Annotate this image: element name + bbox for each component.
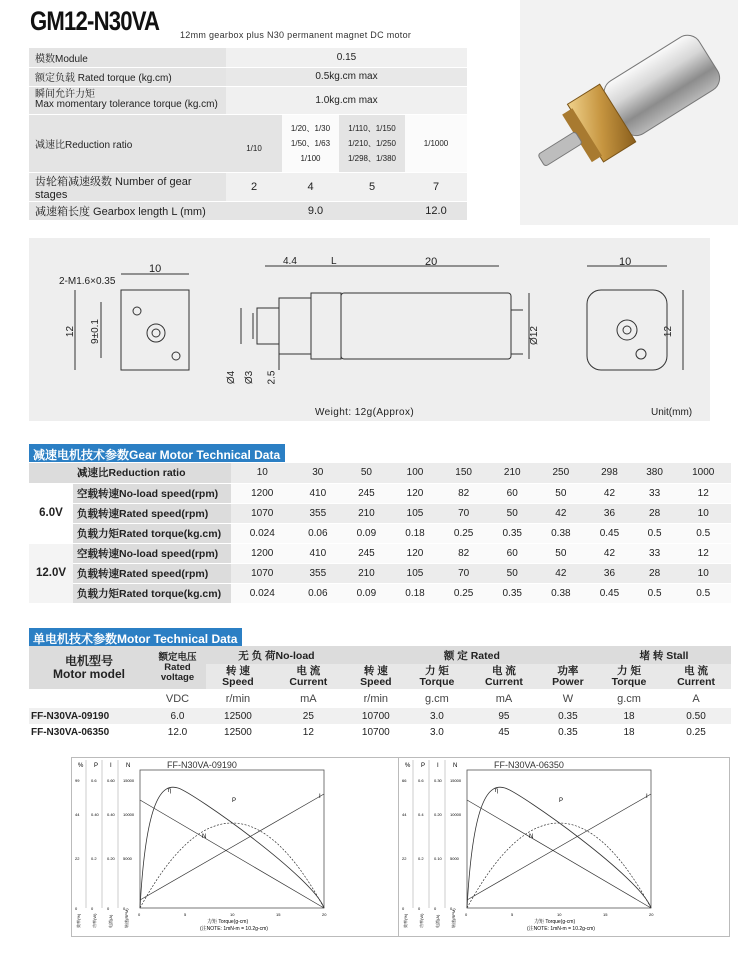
gear-row-label: 空载转速No-load speed(rpm)	[73, 483, 231, 503]
dim-note: 2-M1.6×0.35	[59, 276, 116, 287]
gear-value-cell: 60	[488, 483, 537, 503]
ratio-label: 减速比Reduction ratio	[29, 114, 226, 172]
motor-subheader: 电 流 Current	[469, 664, 539, 689]
stages-label: 齿轮箱减速级数 Number of gear stages	[29, 172, 226, 201]
unit-cell: r/min	[206, 689, 270, 708]
chart-y-tick: 0	[450, 906, 453, 911]
module-value: 0.15	[226, 48, 467, 67]
gear-value-cell: 120	[391, 483, 440, 503]
motor-value-cell: 12.0	[149, 724, 206, 740]
chart-y-tick: 0.20	[434, 812, 442, 817]
ratio-cell: 298	[585, 463, 634, 483]
chart-y-tick: 5000	[123, 856, 132, 861]
gear-value-cell: 355	[294, 563, 343, 583]
motor-subheader: 转 速 Speed	[347, 664, 405, 689]
gear-value-cell: 0.45	[585, 523, 634, 543]
chart-y-tick: 0.40	[91, 812, 99, 817]
chart-y-tick: 0.20	[107, 856, 115, 861]
motor-model-cell: FF-N30VA-06350	[29, 724, 149, 740]
gear-value-cell: 10	[675, 563, 731, 583]
rated-voltage-header: 额定电压 Rated voltage	[149, 646, 206, 689]
gear-section-title: 减速电机技术参数Gear Motor Technical Data	[29, 444, 285, 462]
rated-torque-value: 0.5kg.cm max	[226, 67, 467, 86]
page-title: GM12-N30VA	[30, 6, 160, 36]
motor-subheader: 力 矩 Torque	[597, 664, 661, 689]
unit-cell: mA	[270, 689, 347, 708]
max-torque-value: 1.0kg.cm max	[226, 86, 467, 114]
motor-subheader: 电 流 Current	[270, 664, 347, 689]
gear-value-cell: 0.35	[488, 523, 537, 543]
motor-value-cell: 25	[270, 708, 347, 724]
motor-value-cell: 0.35	[539, 708, 597, 724]
gear-value-cell: 0.09	[342, 523, 391, 543]
motor-value-cell: 0.25	[661, 724, 731, 740]
speed-line	[140, 800, 324, 908]
gear-value-cell: 0.024	[231, 523, 294, 543]
curve-label: I	[646, 794, 648, 800]
chart-y-tick: 0	[107, 906, 110, 911]
chart-x-tick: 15	[603, 912, 608, 917]
ratio-cell: 10	[231, 463, 294, 483]
gear-value-cell: 0.06	[294, 523, 343, 543]
gear-value-cell: 0.5	[634, 523, 676, 543]
gear-value-cell: 355	[294, 503, 343, 523]
motor-value-cell: 45	[469, 724, 539, 740]
dimension-drawing	[29, 238, 710, 421]
chart-y-tick: 5000	[450, 856, 459, 861]
motor-value-cell: 12500	[206, 724, 270, 740]
chart-y-tick: 0	[418, 906, 421, 911]
chart-x-tick: 20	[322, 912, 327, 917]
gear-value-cell: 33	[634, 483, 676, 503]
curve-label: P	[232, 798, 237, 804]
chart-y-tick: 0	[91, 906, 94, 911]
spec-table	[29, 48, 467, 221]
gear-value-cell: 0.5	[634, 583, 676, 603]
motor-value-cell: 12	[270, 724, 347, 740]
gear-value-cell: 410	[294, 543, 343, 563]
ratio-cell: 250	[537, 463, 586, 483]
unit-cell: W	[539, 689, 597, 708]
unit-cell: g.cm	[597, 689, 661, 708]
gear-value-cell: 70	[439, 563, 488, 583]
chart-y-tick: 0.2	[91, 856, 97, 861]
gear-value-cell: 0.25	[439, 523, 488, 543]
noload-header: 无 负 荷No-load	[206, 646, 347, 664]
blank-cell	[29, 463, 73, 483]
dim-d3: Ø3	[244, 370, 256, 385]
ratio-group-1: 1/10	[226, 114, 282, 172]
chart-header-label: I	[437, 763, 439, 769]
chart-y-axis-label: 效率(%)	[76, 913, 81, 928]
ratio-cell: 1000	[675, 463, 731, 483]
gear-value-cell: 50	[488, 503, 537, 523]
motor-model-cell: FF-N30VA-09190	[29, 708, 149, 724]
gear-value-cell: 0.18	[391, 583, 440, 603]
motor-value-cell: 10700	[347, 708, 405, 724]
gear-value-cell: 0.25	[439, 583, 488, 603]
motor-value-cell: 18	[597, 708, 661, 724]
efficiency-curve	[467, 787, 651, 908]
dim-10-left: 10	[149, 263, 162, 275]
dim-d4: Ø4	[226, 370, 238, 385]
current-line	[140, 794, 324, 900]
gear-value-cell: 28	[634, 563, 676, 583]
ratio-cell: 210	[488, 463, 537, 483]
chart-x-tick: 15	[276, 912, 281, 917]
length-cell: 12.0	[405, 201, 467, 220]
chart-y-tick: 22	[75, 856, 80, 861]
ratio-cell: 100	[391, 463, 440, 483]
chart-y-axis-label: 电流(A)	[108, 914, 113, 928]
efficiency-curve	[140, 787, 324, 908]
stages-cell: 5	[339, 172, 405, 201]
chart-y-tick: 0.6	[91, 778, 97, 783]
gear-value-cell: 105	[391, 503, 440, 523]
chart-y-tick: 15000	[123, 778, 135, 783]
voltage-cell: 12.0V	[29, 543, 73, 603]
gear-value-cell: 50	[537, 543, 586, 563]
gear-value-cell: 105	[391, 563, 440, 583]
gear-value-cell: 0.38	[537, 523, 586, 543]
gear-value-cell: 1070	[231, 503, 294, 523]
performance-chart-06350	[398, 757, 730, 937]
chart-y-tick: 66	[402, 778, 407, 783]
gear-value-cell: 12	[675, 483, 731, 503]
chart-y-tick: 0.4	[418, 812, 424, 817]
motor-value-cell: 3.0	[405, 708, 469, 724]
chart-y-tick: 0	[402, 906, 405, 911]
gear-value-cell: 245	[342, 483, 391, 503]
ratio-group-4: 1/1000	[405, 114, 467, 172]
curve-label: P	[559, 798, 564, 804]
motor-section-title: 单电机技术参数Motor Technical Data	[29, 628, 242, 646]
dim-2-5: 2.5	[266, 370, 278, 385]
chart-x-tick: 0	[465, 912, 468, 917]
chart-x-tick: 0	[138, 912, 141, 917]
gear-value-cell: 1200	[231, 483, 294, 503]
chart-header-label: %	[78, 763, 84, 769]
dim-L: L	[331, 256, 337, 267]
gear-value-cell: 0.5	[675, 583, 731, 603]
chart-y-tick: 0.30	[434, 778, 442, 783]
curve-label: N	[529, 834, 534, 840]
chart-y-axis-label: 功率(W)	[419, 913, 424, 928]
chart-note: (注NOTE: 1mN-m = 10.2g-cm)	[200, 926, 268, 932]
current-line	[467, 794, 651, 900]
dim-10-right: 10	[619, 256, 632, 268]
chart-header-label: I	[110, 763, 112, 769]
chart-y-tick: 99	[75, 778, 80, 783]
chart-y-axis-label: 转速(RPM)	[451, 908, 456, 928]
gear-value-cell: 0.38	[537, 583, 586, 603]
gear-value-cell: 0.5	[675, 523, 731, 543]
ratio-cell: 380	[634, 463, 676, 483]
chart-y-tick: 0	[434, 906, 437, 911]
gear-value-cell: 42	[537, 503, 586, 523]
chart-header-label: P	[94, 763, 99, 769]
gear-value-cell: 50	[537, 483, 586, 503]
performance-chart-09190	[71, 757, 403, 937]
dim-9: 9±0.1	[89, 319, 101, 344]
chart-y-tick: 0.40	[107, 812, 115, 817]
chart-title: FF-N30VA-09190	[167, 760, 237, 770]
chart-y-tick: 0.6	[418, 778, 424, 783]
chart-x-tick: 10	[230, 912, 235, 917]
model-header: 电机型号 Motor model	[29, 646, 149, 689]
dim-d12: Ø12	[528, 326, 540, 345]
gear-value-cell: 245	[342, 543, 391, 563]
ratio-row-label: 减速比Reduction ratio	[73, 463, 231, 483]
gear-value-cell: 12	[675, 543, 731, 563]
curve-label: η	[168, 788, 172, 794]
motor-subheader: 力 矩 Torque	[405, 664, 469, 689]
motor-subheader: 功率 Power	[539, 664, 597, 689]
gear-value-cell: 210	[342, 503, 391, 523]
motor-value-cell: 18	[597, 724, 661, 740]
gear-value-cell: 210	[342, 563, 391, 583]
page-subtitle: 12mm gearbox plus N30 permanent magnet DC motor	[180, 30, 412, 40]
unit-cell: mA	[469, 689, 539, 708]
gear-value-cell: 60	[488, 543, 537, 563]
gear-value-cell: 0.024	[231, 583, 294, 603]
power-curve	[467, 823, 651, 908]
gear-value-cell: 42	[585, 543, 634, 563]
chart-y-tick: 10000	[450, 812, 462, 817]
product-photo	[520, 0, 738, 225]
chart-header-label: N	[453, 763, 458, 769]
rated-torque-label: 额定负载 Rated torque (kg.cm)	[29, 67, 226, 86]
ratio-cell: 150	[439, 463, 488, 483]
gear-value-cell: 0.18	[391, 523, 440, 543]
gear-row-label: 负载力矩Rated torque(kg.cm)	[73, 523, 231, 543]
gear-value-cell: 10	[675, 503, 731, 523]
gear-value-cell: 36	[585, 563, 634, 583]
chart-y-axis-label: 转速(RPM)	[124, 908, 129, 928]
stages-cell: 2	[226, 172, 282, 201]
chart-y-tick: 22	[402, 856, 407, 861]
power-curve	[140, 823, 324, 908]
max-torque-label-en: Max momentary tolerance torque (kg.cm)	[35, 99, 218, 110]
dim-12-left: 12	[65, 325, 77, 338]
chart-x-tick: 5	[511, 912, 514, 917]
motor-table	[29, 646, 731, 740]
chart-title: FF-N30VA-06350	[494, 760, 564, 770]
chart-y-tick: 0.2	[418, 856, 424, 861]
gear-value-cell: 82	[439, 543, 488, 563]
weight-label: Weight: 12g(Approx)	[315, 407, 415, 418]
chart-x-label: 力矩 Torque(g-cm)	[207, 919, 249, 925]
motor-value-cell: 0.35	[539, 724, 597, 740]
ratio-cell: 30	[294, 463, 343, 483]
gear-motor-table	[29, 463, 731, 604]
chart-y-tick: 0.60	[107, 778, 115, 783]
curve-label: η	[495, 788, 499, 794]
motor-value-cell: 6.0	[149, 708, 206, 724]
motor-value-cell: 0.50	[661, 708, 731, 724]
gear-value-cell: 1200	[231, 543, 294, 563]
curve-label: N	[202, 834, 207, 840]
curve-label: I	[319, 794, 321, 800]
motor-subheader: 转 速 Speed	[206, 664, 270, 689]
voltage-cell: 6.0V	[29, 483, 73, 543]
chart-y-tick: 10000	[123, 812, 135, 817]
stages-cell: 4	[282, 172, 339, 201]
ratio-cell: 50	[342, 463, 391, 483]
motor-value-cell: 10700	[347, 724, 405, 740]
chart-x-tick: 20	[649, 912, 654, 917]
unit-label: Unit(mm)	[651, 407, 693, 418]
chart-header-label: %	[405, 763, 411, 769]
gear-value-cell: 120	[391, 543, 440, 563]
gear-row-label: 负载转速Rated speed(rpm)	[73, 503, 231, 523]
unit-cell: r/min	[347, 689, 405, 708]
chart-y-tick: 44	[75, 812, 80, 817]
length-cell: 9.0	[226, 201, 405, 220]
gear-row-label: 负载转速Rated speed(rpm)	[73, 563, 231, 583]
chart-x-tick: 10	[557, 912, 562, 917]
chart-header-label: N	[126, 763, 131, 769]
gear-value-cell: 0.06	[294, 583, 343, 603]
chart-y-tick: 0.10	[434, 856, 442, 861]
gear-value-cell: 0.45	[585, 583, 634, 603]
dim-12-right: 12	[663, 325, 675, 338]
unit-cell: A	[661, 689, 731, 708]
chart-y-tick: 0	[75, 906, 78, 911]
chart-x-tick: 5	[184, 912, 187, 917]
chart-y-axis-label: 功率(W)	[92, 913, 97, 928]
gear-value-cell: 42	[537, 563, 586, 583]
stages-cell: 7	[405, 172, 467, 201]
chart-y-tick: 15000	[450, 778, 462, 783]
gear-value-cell: 0.35	[488, 583, 537, 603]
chart-x-label: 力矩 Torque(g-cm)	[534, 919, 576, 925]
gear-value-cell: 1070	[231, 563, 294, 583]
blank-cell	[29, 689, 149, 708]
length-label: 减速箱长度 Gearbox length L (mm)	[29, 201, 226, 220]
gear-value-cell: 28	[634, 503, 676, 523]
ratio-group-2: 1/20、1/30 1/50、1/63 1/100	[282, 114, 339, 172]
ratio-group-3: 1/110、1/150 1/210、1/250 1/298、1/380	[339, 114, 405, 172]
max-torque-label-cn: 瞬间允许力矩	[35, 89, 95, 100]
rated-header: 额 定 Rated	[347, 646, 597, 664]
max-torque-label	[29, 86, 226, 114]
speed-line	[467, 800, 651, 908]
unit-cell: VDC	[149, 689, 206, 708]
chart-y-axis-label: 电流(A)	[435, 914, 440, 928]
gear-value-cell: 50	[488, 563, 537, 583]
motor-value-cell: 95	[469, 708, 539, 724]
gear-value-cell: 82	[439, 483, 488, 503]
motor-value-cell: 12500	[206, 708, 270, 724]
module-label: 模数Module	[29, 48, 226, 67]
gear-value-cell: 410	[294, 483, 343, 503]
chart-y-tick: 44	[402, 812, 407, 817]
gear-row-label: 负载力矩Rated torque(kg.cm)	[73, 583, 231, 603]
chart-y-axis-label: 效率(%)	[403, 913, 408, 928]
gear-value-cell: 36	[585, 503, 634, 523]
dim-20: 20	[425, 256, 438, 268]
chart-header-label: P	[421, 763, 426, 769]
gear-value-cell: 42	[585, 483, 634, 503]
motor-subheader: 电 流 Current	[661, 664, 731, 689]
gear-row-label: 空载转速No-load speed(rpm)	[73, 543, 231, 563]
dim-4-4: 4.4	[283, 256, 297, 267]
gear-value-cell: 33	[634, 543, 676, 563]
stall-header: 堵 转 Stall	[597, 646, 731, 664]
gear-value-cell: 70	[439, 503, 488, 523]
motor-value-cell: 3.0	[405, 724, 469, 740]
unit-cell: g.cm	[405, 689, 469, 708]
gear-value-cell: 0.09	[342, 583, 391, 603]
chart-note: (注NOTE: 1mN-m = 10.2g-cm)	[527, 926, 595, 932]
chart-y-tick: 0	[123, 906, 126, 911]
